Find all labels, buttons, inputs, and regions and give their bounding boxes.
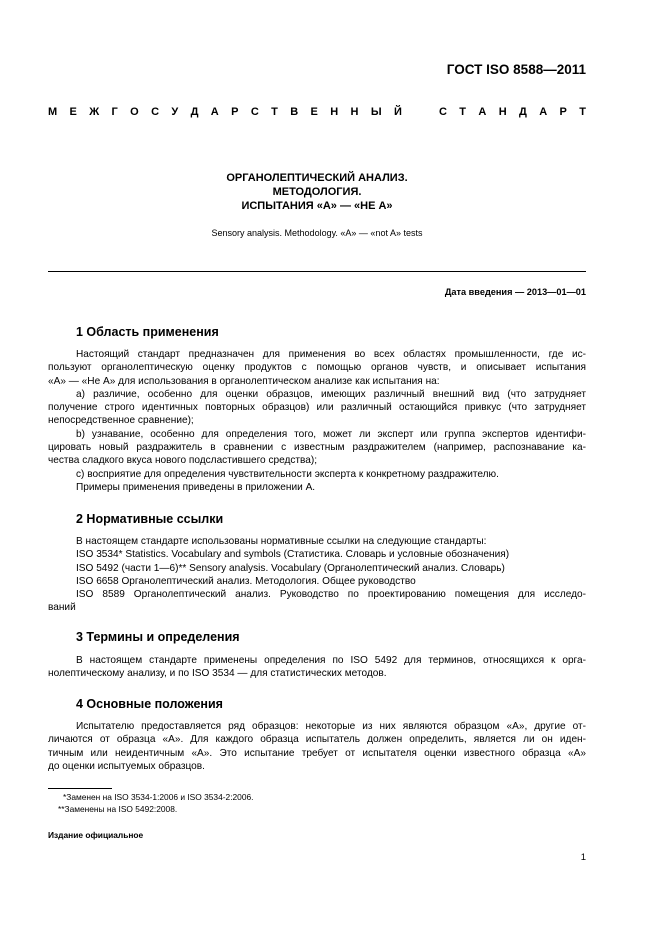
header-letter: А: [478, 106, 487, 118]
header-letter: Ж: [89, 106, 100, 118]
header-letter: В: [290, 106, 299, 118]
header-divider: [48, 271, 586, 272]
header-letter: С: [438, 106, 447, 118]
item-b-line: b) узнавание, особенно для определения того, может ли эксперт или группа экспертов идентифи-: [76, 428, 586, 440]
reference-item: ISO 3534* Statistics. Vocabulary and symbols (Статистика. Словарь и условные обозначения): [76, 549, 510, 561]
text-line: личаются от образца «А». Для каждого образца испытатель должен определить, является ли он иден-: [48, 734, 586, 746]
title-line-1: ОРГАНОЛЕПТИЧЕСКИЙ АНАЛИЗ.: [226, 172, 408, 184]
text-line: В настоящем стандарте применены определения по ISO 5492 для терминов, относящихся к орга-: [76, 655, 586, 666]
text-line: Испытателю предоставляется ряд образцов: некоторые из них являются образцом «А», другие от-: [76, 721, 586, 732]
document-title: [48, 171, 586, 213]
section-3-body: [48, 654, 586, 681]
introduction-date: Дата введения — 2013—01—01: [444, 287, 586, 297]
text-line: «А» — «Не А» для использования в органолептическом анализе как испытания на:: [48, 375, 440, 387]
header-letter: Д: [190, 106, 199, 118]
page-number: 1: [580, 852, 586, 863]
standard-type-header: [48, 106, 586, 118]
reference-item-continuation: ваний: [48, 602, 76, 614]
title-line-3: ИСПЫТАНИЯ «А» — «НЕ А»: [241, 200, 393, 212]
section-2-body: [48, 535, 586, 615]
header-letter: Н: [498, 106, 507, 118]
official-edition-label: Издание официальное: [48, 830, 144, 840]
header-letter: М: [48, 106, 58, 118]
header-letter: С: [151, 106, 160, 118]
header-letter: Н: [330, 106, 339, 118]
text-line: нолептическому анализу, и по ISO 3534 — для статистических методов.: [48, 668, 387, 680]
reference-item: ISO 5492 (части 1—6)** Sensory analysis. Vocabulary (Органолептический анализ. Словарь): [76, 562, 505, 574]
header-letter: Е: [69, 106, 77, 118]
item-a-line: a) различие, особенно для оценки образцов, имеющих различный внешний вид (что затрудняет: [76, 388, 586, 400]
header-letter: Р: [231, 106, 239, 118]
footnote-divider: [48, 788, 112, 789]
header-letter: А: [539, 106, 548, 118]
header-letter: О: [130, 106, 139, 118]
text-line: Настоящий стандарт предназначен для применения во всех областях промышленности, где ис-: [76, 349, 586, 360]
header-letter: Г: [111, 106, 118, 118]
header-letter: Д: [519, 106, 527, 118]
text-line: В настоящем стандарте использованы нормативные ссылки на следующие стандарты:: [76, 536, 487, 547]
header-letter: С: [250, 106, 259, 118]
header-letter: Е: [310, 106, 318, 118]
text-line: тичным или неидентичным «А». Это испытание требует от испытателя оценки известного образца «А»: [48, 747, 586, 759]
reference-item: ISO 6658 Органолептический анализ. Методология. Общее руководство: [76, 575, 416, 587]
item-b-line: чества сладкого вкуса нового подсластившего средства);: [48, 455, 318, 467]
reference-item: ISO 8589 Органолептический анализ. Руководство по проектированию помещения для исследо-: [76, 589, 586, 601]
item-c-line: c) восприятие для определения чувствительности эксперта к конкретному раздражителю.: [76, 468, 499, 480]
section-3-heading: 3 Термины и определения: [76, 630, 240, 644]
section-1-body: [48, 348, 586, 494]
document-code: ГОСТ ISO 8588—2011: [446, 62, 586, 77]
header-letter: Т: [459, 106, 467, 118]
item-a-line: получение строго идентичных повторных образцов) или различный остающийся привкус (что затрудняет: [48, 402, 586, 414]
title-line-2: МЕТОДОЛОГИЯ.: [272, 186, 362, 198]
footnote-1: *Заменен на ISO 3534-1:2006 и ISO 3534-2:2006.: [63, 792, 254, 802]
item-a-line: непосредственное сравнение);: [48, 415, 194, 427]
header-letter: Н: [350, 106, 359, 118]
section-1-heading: 1 Область применения: [76, 325, 219, 339]
header-letter: Й: [394, 106, 402, 118]
header-letter: Т: [271, 106, 278, 118]
text-line: до оценки испытуемых образцов.: [48, 760, 205, 772]
footnote-2: **Заменены на ISO 5492:2008.: [58, 804, 178, 814]
section-4-body: [48, 720, 586, 773]
header-letter: А: [210, 106, 219, 118]
english-title: Sensory analysis. Methodology. «A» — «not A» tests: [211, 228, 423, 238]
header-letter: Р: [559, 106, 567, 118]
item-b-line: цировать новый раздражитель в сравнении с известным раздражителем (например, распознавание ка-: [48, 442, 586, 454]
section-4-heading: 4 Основные положения: [76, 697, 223, 711]
text-line: Примеры применения приведены в приложении А.: [76, 481, 316, 493]
header-letter: У: [171, 106, 179, 118]
header-letter: Т: [579, 106, 586, 118]
section-2-heading: 2 Нормативные ссылки: [76, 512, 224, 526]
header-letter: Ы: [370, 106, 382, 118]
text-line: пользуют органолептическую оценку продуктов с помощью органов чувств, и описывает испытания: [48, 362, 586, 374]
